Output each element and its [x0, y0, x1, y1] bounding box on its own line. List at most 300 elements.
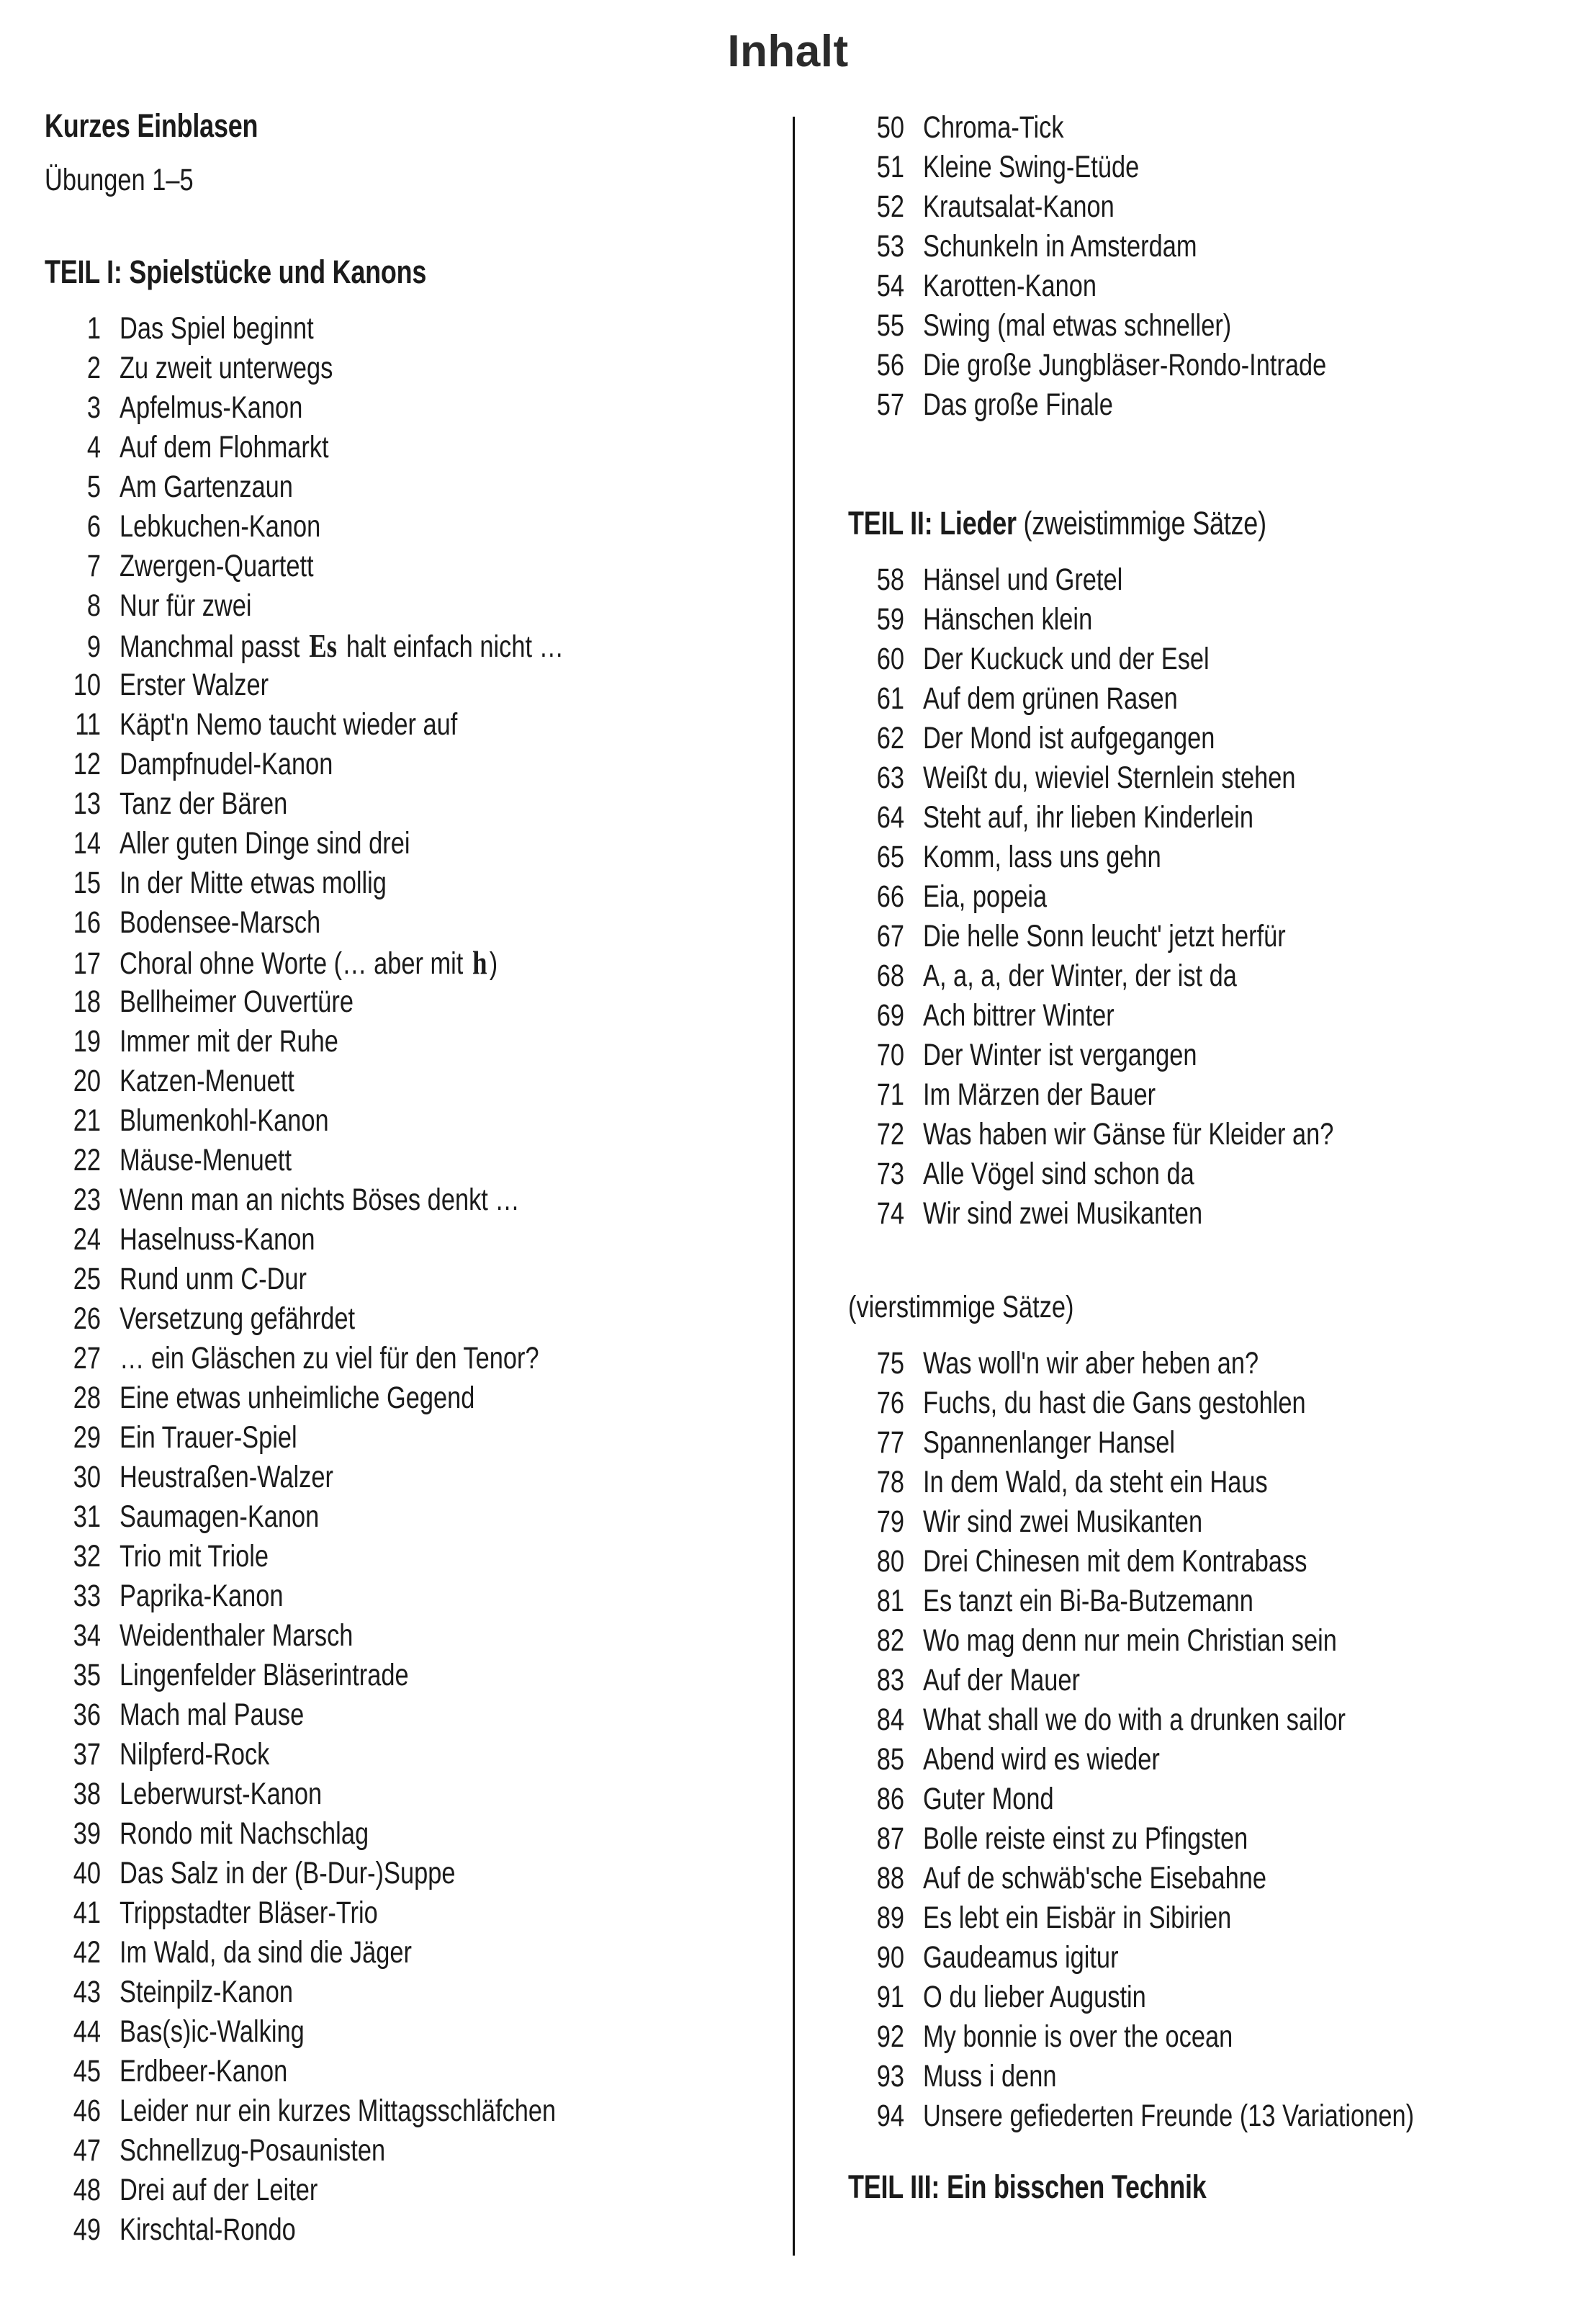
- heading-kurzes-einblasen: Kurzes Einblasen: [45, 107, 258, 144]
- toc-entry-number: 17: [73, 946, 101, 981]
- toc-entry[interactable]: [45, 626, 765, 665]
- toc-entry[interactable]: [45, 705, 765, 745]
- toc-entry[interactable]: [45, 507, 765, 547]
- toc-entry-number: 78: [876, 1464, 904, 1499]
- toc-entry[interactable]: [45, 586, 765, 626]
- toc-entry-title: Bas(s)ic-Walking: [120, 2014, 305, 2049]
- toc-entry-number: 30: [73, 1459, 101, 1494]
- toc-entry-number: 22: [73, 1142, 101, 1177]
- toc-entry[interactable]: [45, 1616, 765, 1656]
- heading-teil-2-bold: TEIL II: Lieder: [848, 505, 1017, 542]
- toc-entry-title: Kleine Swing-Etüde: [923, 150, 1140, 184]
- toc-entry[interactable]: [848, 640, 1554, 679]
- toc-entry[interactable]: [45, 309, 765, 349]
- toc-entry[interactable]: [45, 1537, 765, 1576]
- toc-entry-title: Die helle Sonn leucht' jetzt herfür: [923, 919, 1286, 954]
- toc-entry-title: Ach bittrer Winter: [923, 998, 1115, 1033]
- toc-entry-title: Das Spiel beginnt: [120, 310, 314, 346]
- toc-entry-number: 92: [876, 2019, 904, 2054]
- toc-entry-title: Mäuse-Menuett: [120, 1142, 292, 1177]
- left-column: [45, 0, 765, 2250]
- toc-entry[interactable]: [45, 982, 765, 1022]
- toc-entry-number: 66: [876, 879, 904, 915]
- toc-entry-number: 27: [73, 1340, 101, 1376]
- toc-entry-title: Lebkuchen-Kanon: [120, 508, 321, 544]
- toc-entry-number: 61: [876, 681, 904, 717]
- toc-entry-number: 40: [73, 1855, 101, 1890]
- column-divider: [793, 117, 795, 2256]
- toc-entry[interactable]: [45, 2171, 765, 2210]
- toc-entry-title: Nur für zwei: [120, 588, 252, 623]
- toc-entry-number: 50: [876, 110, 904, 145]
- toc-entry[interactable]: [848, 1423, 1554, 1463]
- toc-entry[interactable]: [848, 1938, 1554, 1978]
- toc-entry-number: 33: [73, 1578, 101, 1613]
- toc-entry-number: 42: [73, 1934, 101, 1970]
- toc-entry-number: 38: [73, 1776, 101, 1811]
- page-title: Inhalt: [727, 27, 849, 76]
- toc-entry-title: A, a, a, der Winter, der ist da: [923, 959, 1237, 994]
- toc-entry-title: Eia, popeia: [923, 879, 1048, 915]
- toc-entry[interactable]: [45, 1973, 765, 2012]
- subheading-vierstimmige-saetze: (vierstimmige Sätze): [848, 1290, 1074, 1325]
- toc-entry-title: Trippstadter Bläser-Trio: [120, 1895, 378, 1930]
- toc-entry-number: 52: [876, 189, 904, 224]
- musical-note-name: Es: [309, 627, 338, 664]
- toc-entry-number: 81: [876, 1583, 904, 1618]
- toc-entry[interactable]: [848, 1194, 1554, 1234]
- toc-entry[interactable]: [848, 1859, 1554, 1898]
- toc-entry[interactable]: [45, 1814, 765, 1854]
- toc-entry-number: 34: [73, 1618, 101, 1653]
- toc-entry-number: 14: [73, 825, 101, 861]
- toc-entry-number: 69: [876, 998, 904, 1033]
- toc-entry-title: Leberwurst-Kanon: [120, 1776, 323, 1811]
- toc-entry-title: Der Mond ist aufgegangen: [923, 721, 1215, 756]
- toc-entry-title: Immer mit der Ruhe: [120, 1023, 338, 1059]
- toc-entry-number: 26: [73, 1301, 101, 1336]
- toc-entry[interactable]: [848, 1898, 1554, 1938]
- toc-entry-title: Eine etwas unheimliche Gegend: [120, 1380, 475, 1415]
- toc-entry-number: 20: [73, 1063, 101, 1098]
- toc-entry-title: Dampfnudel-Kanon: [120, 746, 333, 781]
- toc-entry[interactable]: [848, 560, 1554, 600]
- toc-entry-number: 58: [876, 562, 904, 598]
- toc-entry-title: Zwergen-Quartett: [120, 548, 314, 583]
- toc-entry-number: 8: [86, 588, 101, 623]
- toc-entry[interactable]: [45, 1695, 765, 1735]
- toc-entry-title: Karotten-Kanon: [923, 269, 1097, 303]
- toc-entry-title: Was woll'n wir aber heben an?: [923, 1345, 1259, 1381]
- toc-entry[interactable]: [45, 467, 765, 507]
- toc-entry[interactable]: [848, 385, 1554, 425]
- toc-entry-title: Swing (mal etwas schneller): [923, 308, 1232, 343]
- toc-entry-title: Fuchs, du hast die Gans gestohlen: [923, 1385, 1306, 1420]
- toc-entry[interactable]: [848, 187, 1554, 227]
- toc-entry-number: 87: [876, 1821, 904, 1856]
- toc-entry[interactable]: [45, 903, 765, 943]
- toc-entry-title-lead: Choral ohne Worte (… aber mit: [120, 946, 470, 981]
- toc-entry[interactable]: [848, 838, 1554, 877]
- heading-teil-3: TEIL III: Ein bisschen Technik: [848, 2168, 1207, 2205]
- toc-entry[interactable]: [45, 1775, 765, 1814]
- toc-entry-title: Bellheimer Ouvertüre: [120, 984, 354, 1019]
- toc-entry-number: 65: [876, 840, 904, 875]
- toc-entry-number: 67: [876, 919, 904, 954]
- right-column: [848, 0, 1554, 2205]
- toc-entry[interactable]: [848, 679, 1554, 719]
- toc-entry[interactable]: [45, 745, 765, 784]
- toc-entry[interactable]: [45, 943, 765, 982]
- toc-entry[interactable]: [45, 1735, 765, 1775]
- toc-entry-title: My bonnie is over the ocean: [923, 2019, 1233, 2054]
- toc-entry[interactable]: [45, 1299, 765, 1339]
- toc-entry[interactable]: [45, 2012, 765, 2052]
- toc-entry[interactable]: [45, 784, 765, 824]
- toc-entry[interactable]: [45, 1933, 765, 1973]
- toc-entry[interactable]: [45, 1260, 765, 1299]
- toc-entry-number: 21: [73, 1103, 101, 1138]
- toc-entry-number: 23: [73, 1182, 101, 1217]
- toc-entry-title: Versetzung gefährdet: [120, 1301, 356, 1336]
- toc-entry-number: 32: [73, 1538, 101, 1574]
- toc-entry-number: 39: [73, 1816, 101, 1851]
- heading-teil-2: [848, 506, 1413, 542]
- toc-entry-title: Auf de schwäb'sche Eisebahne: [923, 1860, 1267, 1895]
- toc-entry-title: Das Salz in der (B-Dur-)Suppe: [120, 1855, 456, 1890]
- toc-entry[interactable]: [45, 1576, 765, 1616]
- toc-entry[interactable]: [848, 1661, 1554, 1700]
- toc-entry-title: Drei Chinesen mit dem Kontrabass: [923, 1543, 1307, 1579]
- toc-entry-title: Weißt du, wieviel Sternlein stehen: [923, 761, 1296, 796]
- toc-entry[interactable]: [848, 1154, 1554, 1194]
- toc-entry-title: Ein Trauer-Spiel: [120, 1419, 297, 1455]
- toc-entry-title: Lingenfelder Bläserintrade: [120, 1657, 409, 1692]
- toc-entry-number: 63: [876, 761, 904, 796]
- toc-entry-title: Apfelmus-Kanon: [120, 390, 303, 425]
- toc-entry[interactable]: [848, 996, 1554, 1036]
- toc-entry-number: 25: [73, 1261, 101, 1296]
- toc-entry-title: Tanz der Bären: [120, 786, 288, 821]
- toc-entry[interactable]: [45, 2091, 765, 2131]
- toc-entry[interactable]: [848, 1115, 1554, 1154]
- toc-entry[interactable]: [848, 758, 1554, 798]
- toc-entry-number: 31: [73, 1499, 101, 1534]
- toc-entry[interactable]: [45, 349, 765, 388]
- toc-entry[interactable]: [848, 798, 1554, 838]
- toc-entry-title: Wenn man an nichts Böses denkt …: [120, 1182, 520, 1217]
- toc-entry-title: Blumenkohl-Kanon: [120, 1103, 329, 1138]
- toc-entry-number: 10: [73, 667, 101, 702]
- toc-entry-number: 84: [876, 1702, 904, 1737]
- toc-entry[interactable]: [848, 227, 1554, 266]
- toc-entry[interactable]: [848, 1740, 1554, 1780]
- toc-entry[interactable]: [45, 1062, 765, 1101]
- toc-entry[interactable]: [848, 1542, 1554, 1582]
- toc-entry[interactable]: [45, 1378, 765, 1418]
- toc-list-two-part-songs: [848, 560, 1554, 1234]
- toc-entry-title: Rondo mit Nachschlag: [120, 1816, 369, 1851]
- toc-entry-title-tail: halt einfach nicht …: [339, 629, 564, 664]
- toc-entry-number: 59: [876, 602, 904, 637]
- toc-entry[interactable]: [848, 1383, 1554, 1423]
- toc-entry-number: 89: [876, 1900, 904, 1935]
- toc-entry-number: 29: [73, 1419, 101, 1455]
- toc-entry[interactable]: [848, 306, 1554, 346]
- toc-entry-title: Es tanzt ein Bi-Ba-Butzemann: [923, 1583, 1253, 1618]
- toc-entry-title: Im Märzen der Bauer: [923, 1077, 1156, 1113]
- toc-entry-number: 73: [876, 1157, 904, 1192]
- toc-entry[interactable]: [848, 1819, 1554, 1859]
- toc-entry-title: Abend wird es wieder: [923, 1741, 1160, 1777]
- toc-entry-number: 55: [876, 308, 904, 343]
- toc-entry-number: 3: [86, 390, 101, 425]
- toc-entry[interactable]: [848, 2096, 1554, 2136]
- toc-entry-number: 7: [86, 548, 101, 583]
- toc-entry-title: Guter Mond: [923, 1781, 1054, 1816]
- toc-entry[interactable]: [848, 719, 1554, 758]
- toc-entry[interactable]: [848, 877, 1554, 917]
- toc-entry-title: Erster Walzer: [120, 667, 269, 702]
- toc-entry[interactable]: [45, 1180, 765, 1220]
- heading-teil-1: TEIL I: Spielstücke und Kanons: [45, 253, 427, 290]
- toc-entry[interactable]: [848, 1700, 1554, 1740]
- toc-entry-title: In der Mitte etwas mollig: [120, 865, 387, 900]
- toc-entry-title: Hänschen klein: [923, 602, 1093, 637]
- toc-entry-number: 82: [876, 1623, 904, 1658]
- toc-entry-title: Katzen-Menuett: [120, 1063, 294, 1098]
- toc-entry-title: Im Wald, da sind die Jäger: [120, 1934, 412, 1970]
- toc-entry[interactable]: [848, 1582, 1554, 1621]
- toc-entry[interactable]: [848, 600, 1554, 640]
- toc-entry[interactable]: [45, 428, 765, 467]
- toc-entry-title: Bolle reiste einst zu Pfingsten: [923, 1821, 1248, 1856]
- toc-entry-title: [120, 943, 497, 984]
- toc-entry-number: 77: [876, 1425, 904, 1460]
- toc-entry-title: O du lieber Augustin: [923, 1979, 1146, 2014]
- toc-entry-number: 53: [876, 229, 904, 264]
- toc-entry-number: 49: [73, 2212, 101, 2247]
- toc-entry-number: 74: [876, 1196, 904, 1231]
- toc-entry-title: Saumagen-Kanon: [120, 1499, 320, 1534]
- toc-entry-number: 19: [73, 1023, 101, 1059]
- toc-entry-title: Es lebt ein Eisbär in Sibirien: [923, 1900, 1232, 1935]
- toc-entry[interactable]: [45, 1022, 765, 1062]
- toc-entry[interactable]: [45, 388, 765, 428]
- toc-entry-title: Wir sind zwei Musikanten: [923, 1196, 1203, 1231]
- toc-entry-title: Krautsalat-Kanon: [923, 189, 1115, 224]
- toc-entry-title: Auf der Mauer: [923, 1662, 1080, 1697]
- heading-teil-2-regular: (zweistimmige Sätze): [1016, 505, 1266, 542]
- toc-entry[interactable]: [848, 346, 1554, 385]
- toc-entry-number: 37: [73, 1736, 101, 1772]
- toc-entry-title: Schnellzug-Posaunisten: [120, 2132, 386, 2168]
- toc-entry[interactable]: [848, 1621, 1554, 1661]
- toc-entry-number: 45: [73, 2053, 101, 2089]
- toc-entry-number: 12: [73, 746, 101, 781]
- toc-entry-number: 6: [86, 508, 101, 544]
- toc-entry-title: Die große Jungbläser-Rondo-Intrade: [923, 348, 1327, 382]
- toc-entry[interactable]: [848, 1036, 1554, 1075]
- toc-entry-title: Auf dem Flohmarkt: [120, 429, 329, 465]
- toc-entry-title: Steinpilz-Kanon: [120, 1974, 293, 2009]
- toc-entry-title-lead: Manchmal passt: [120, 629, 307, 664]
- toc-entry[interactable]: [45, 1339, 765, 1378]
- toc-entry-title: Käpt'n Nemo taucht wieder auf: [120, 706, 458, 742]
- toc-entry-title: Unsere gefiederten Freunde (13 Variationen): [923, 2098, 1415, 2133]
- toc-entry-number: 51: [876, 150, 904, 184]
- toc-entry-title: Mach mal Pause: [120, 1697, 305, 1732]
- toc-entry-number: 85: [876, 1741, 904, 1777]
- toc-entry-number: 57: [876, 387, 904, 422]
- toc-entry-number: 16: [73, 905, 101, 940]
- toc-entry-number: 47: [73, 2132, 101, 2168]
- toc-entry[interactable]: [45, 1497, 765, 1537]
- toc-entry-number: 5: [86, 469, 101, 504]
- toc-entry-number: 91: [876, 1979, 904, 2014]
- toc-entry-number: 75: [876, 1345, 904, 1381]
- toc-entry-title: Am Gartenzaun: [120, 469, 293, 504]
- toc-entry-title: Kirschtal-Rondo: [120, 2212, 296, 2247]
- toc-entry-number: 90: [876, 1939, 904, 1975]
- toc-entry-title: In dem Wald, da steht ein Haus: [923, 1464, 1268, 1499]
- toc-entry-title: Der Kuckuck und der Esel: [923, 642, 1210, 677]
- toc-entry-number: 71: [876, 1077, 904, 1113]
- toc-entry-title: Chroma-Tick: [923, 110, 1064, 145]
- toc-entry-title: Rund unm C-Dur: [120, 1261, 307, 1296]
- toc-entry[interactable]: [45, 1656, 765, 1695]
- toc-entry-number: 70: [876, 1038, 904, 1073]
- toc-entry-title: Paprika-Kanon: [120, 1578, 284, 1613]
- toc-entry-number: 36: [73, 1697, 101, 1732]
- toc-entry-number: 1: [86, 310, 101, 346]
- toc-entry-number: 2: [86, 350, 101, 385]
- toc-entry-number: 79: [876, 1504, 904, 1539]
- toc-entry[interactable]: [45, 2052, 765, 2091]
- toc-entry[interactable]: [45, 1220, 765, 1260]
- toc-entry-title: Nilpferd-Rock: [120, 1736, 270, 1772]
- toc-entry-title: Wo mag denn nur mein Christian sein: [923, 1623, 1337, 1658]
- toc-entry-title: Alle Vögel sind schon da: [923, 1157, 1194, 1192]
- toc-entry[interactable]: [848, 1978, 1554, 2017]
- toc-entry-title: Erdbeer-Kanon: [120, 2053, 288, 2089]
- toc-entry-title: … ein Gläschen zu viel für den Tenor?: [120, 1340, 539, 1376]
- toc-entry-title: [120, 626, 564, 667]
- toc-entry[interactable]: [45, 2210, 765, 2250]
- toc-entry[interactable]: [848, 956, 1554, 996]
- toc-entry[interactable]: [45, 1893, 765, 1933]
- toc-entry-number: 54: [876, 269, 904, 303]
- toc-entry[interactable]: [45, 1458, 765, 1497]
- toc-entry-number: 93: [876, 2058, 904, 2094]
- toc-entry-number: 13: [73, 786, 101, 821]
- toc-entry[interactable]: [848, 2057, 1554, 2096]
- toc-entry-title: Trio mit Triole: [120, 1538, 269, 1574]
- toc-entry-number: 41: [73, 1895, 101, 1930]
- toc-entry-number: 24: [73, 1221, 101, 1257]
- toc-entry[interactable]: [848, 917, 1554, 956]
- toc-list-part-one-continued: [848, 108, 1554, 425]
- toc-entry-number: 18: [73, 984, 101, 1019]
- toc-entry-number: 56: [876, 348, 904, 382]
- toc-entry-title-tail: ): [489, 946, 498, 981]
- toc-entry-title: Drei auf der Leiter: [120, 2172, 318, 2207]
- toc-entry-number: 88: [876, 1860, 904, 1895]
- toc-entry-title: Was haben wir Gänse für Kleider an?: [923, 1117, 1334, 1152]
- toc-entry-number: 80: [876, 1543, 904, 1579]
- toc-entry[interactable]: [848, 1344, 1554, 1383]
- toc-entry[interactable]: [848, 148, 1554, 187]
- toc-entry[interactable]: [45, 1854, 765, 1893]
- toc-entry-title: Auf dem grünen Rasen: [923, 681, 1178, 717]
- toc-entry-number: 83: [876, 1662, 904, 1697]
- toc-entry-number: 35: [73, 1657, 101, 1692]
- toc-entry[interactable]: [45, 2131, 765, 2171]
- toc-entry-number: 76: [876, 1385, 904, 1420]
- toc-entry-number: 11: [75, 706, 101, 742]
- toc-list-part-one: [45, 309, 765, 2250]
- toc-entry[interactable]: [45, 863, 765, 903]
- toc-entry[interactable]: [848, 108, 1554, 148]
- toc-entry-number: 43: [73, 1974, 101, 2009]
- toc-entry[interactable]: [45, 824, 765, 863]
- toc-entry[interactable]: [848, 1463, 1554, 1502]
- toc-entry-title: Hänsel und Gretel: [923, 562, 1123, 598]
- toc-entry-title: Haselnuss-Kanon: [120, 1221, 315, 1257]
- toc-entry-number: 46: [73, 2093, 101, 2128]
- toc-entry-title: Heustraßen-Walzer: [120, 1459, 333, 1494]
- toc-entry-title: Zu zweit unterwegs: [120, 350, 333, 385]
- toc-entry-title: Steht auf, ihr lieben Kinderlein: [923, 800, 1253, 835]
- musical-note-name: h: [472, 943, 487, 981]
- toc-entry-title: Weidenthaler Marsch: [120, 1618, 354, 1653]
- toc-entry[interactable]: [848, 1780, 1554, 1819]
- toc-entry[interactable]: [848, 266, 1554, 306]
- toc-entry-number: 9: [86, 629, 101, 664]
- toc-entry[interactable]: [848, 1075, 1554, 1115]
- toc-entry-title: Muss i denn: [923, 2058, 1057, 2094]
- toc-entry-title: Schunkeln in Amsterdam: [923, 229, 1197, 264]
- toc-entry-number: 4: [86, 429, 101, 465]
- toc-entry-title: Das große Finale: [923, 387, 1113, 422]
- toc-entry-number: 48: [73, 2172, 101, 2207]
- toc-entry-number: 62: [876, 721, 904, 756]
- toc-entry-number: 68: [876, 959, 904, 994]
- toc-entry-title: Gaudeamus igitur: [923, 1939, 1119, 1975]
- toc-entry[interactable]: [45, 1101, 765, 1141]
- toc-entry-title: Komm, lass uns gehn: [923, 840, 1161, 875]
- toc-entry-title: What shall we do with a drunken sailor: [923, 1702, 1346, 1737]
- toc-entry-number: 60: [876, 642, 904, 677]
- toc-entry-title: Bodensee-Marsch: [120, 905, 321, 940]
- toc-entry[interactable]: [45, 665, 765, 705]
- toc-entry-number: 15: [73, 865, 101, 900]
- toc-entry-title: Spannenlanger Hansel: [923, 1425, 1175, 1460]
- toc-entry-number: 72: [876, 1117, 904, 1152]
- toc-entry[interactable]: [848, 1502, 1554, 1542]
- subline-uebungen: Übungen 1–5: [45, 163, 194, 198]
- toc-entry-title: Leider nur ein kurzes Mittagsschläfchen: [120, 2093, 557, 2128]
- toc-entry-title: Aller guten Dinge sind drei: [120, 825, 410, 861]
- toc-entry-number: 64: [876, 800, 904, 835]
- toc-entry-number: 28: [73, 1380, 101, 1415]
- toc-entry-number: 94: [876, 2098, 904, 2133]
- toc-entry[interactable]: [45, 547, 765, 586]
- toc-entry[interactable]: [45, 1141, 765, 1180]
- toc-entry-title: Der Winter ist vergangen: [923, 1038, 1197, 1073]
- toc-entry[interactable]: [45, 1418, 765, 1458]
- toc-entry[interactable]: [848, 2017, 1554, 2057]
